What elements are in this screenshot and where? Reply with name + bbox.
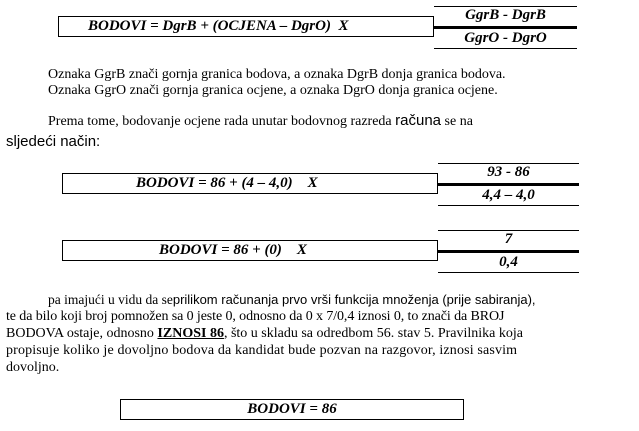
example1-denominator: 4,4 – 4,0 <box>482 187 535 203</box>
result-text: BODOVI = 86 <box>247 401 337 417</box>
example1-fraction-bar <box>438 183 579 186</box>
example1-bottom-line <box>438 205 579 206</box>
explanation-line3-a: BODOVA ostaje, odnosno <box>6 326 158 341</box>
general-formula-denominator: GgrO - DgrO <box>464 30 547 46</box>
explanation-line3 <box>6 326 632 342</box>
general-formula-fraction-bar <box>434 26 577 29</box>
intro-line2: sljedeći način: <box>6 133 101 150</box>
example1-formula-main: BODOVI = 86 + (4 – 4,0) X <box>136 175 318 191</box>
intro-word-racuna: računa <box>395 112 442 129</box>
intro-text-part2: se na <box>441 114 473 129</box>
example1-numerator: 93 - 86 <box>487 164 530 180</box>
intro-line1 <box>48 113 473 130</box>
explanation-line1 <box>48 292 632 308</box>
general-formula-bottom-line <box>434 48 577 49</box>
example2-denominator: 0,4 <box>499 254 518 270</box>
intro-text-part1: Prema tome, bodovanje ocjene rada unutar bodovnog razreda <box>48 114 396 129</box>
explanation-line1-a: pa imajući u vidu da se <box>48 292 173 307</box>
explanation-line2: te da bilo koji broj pomnožen sa 0 jeste 0, odnosno da 0 x 7/0,4 iznosi 0, to znači da BROJ <box>6 309 505 324</box>
explanation-line1-b: prilikom računanja prvo vrši funkcija množenja (prije sabiranja), <box>172 292 536 307</box>
iznosi-86-highlight: IZNOSI 86 <box>157 326 224 341</box>
example2-formula-main: BODOVI = 86 + (0) X <box>159 242 307 258</box>
explanation-line3-b: , što u skladu sa odredbom 56. stav 5. Pravilnika koja <box>223 326 523 341</box>
explanation-line4: propisuje koliko je dovoljno bodova da kandidat bude pozvan na razgovor, iznosi sasvim <box>6 343 518 358</box>
general-formula-main: BODOVI = DgrB + (OCJENA – DgrO) X <box>88 18 349 34</box>
example2-bottom-line <box>438 272 579 273</box>
definition-ggro: Oznaka GgrO znači gornja granica ocjene, a oznaka DgrO donja granica ocjene. <box>48 83 498 98</box>
example2-fraction-bar <box>438 250 579 253</box>
explanation-line5: dovoljno. <box>6 360 60 375</box>
general-formula-numerator: GgrB - DgrB <box>465 7 546 23</box>
example2-numerator: 7 <box>504 231 513 247</box>
definition-ggrb: Oznaka GgrB znači gornja granica bodova, a oznaka DgrB donja granica bodova. <box>48 67 506 82</box>
